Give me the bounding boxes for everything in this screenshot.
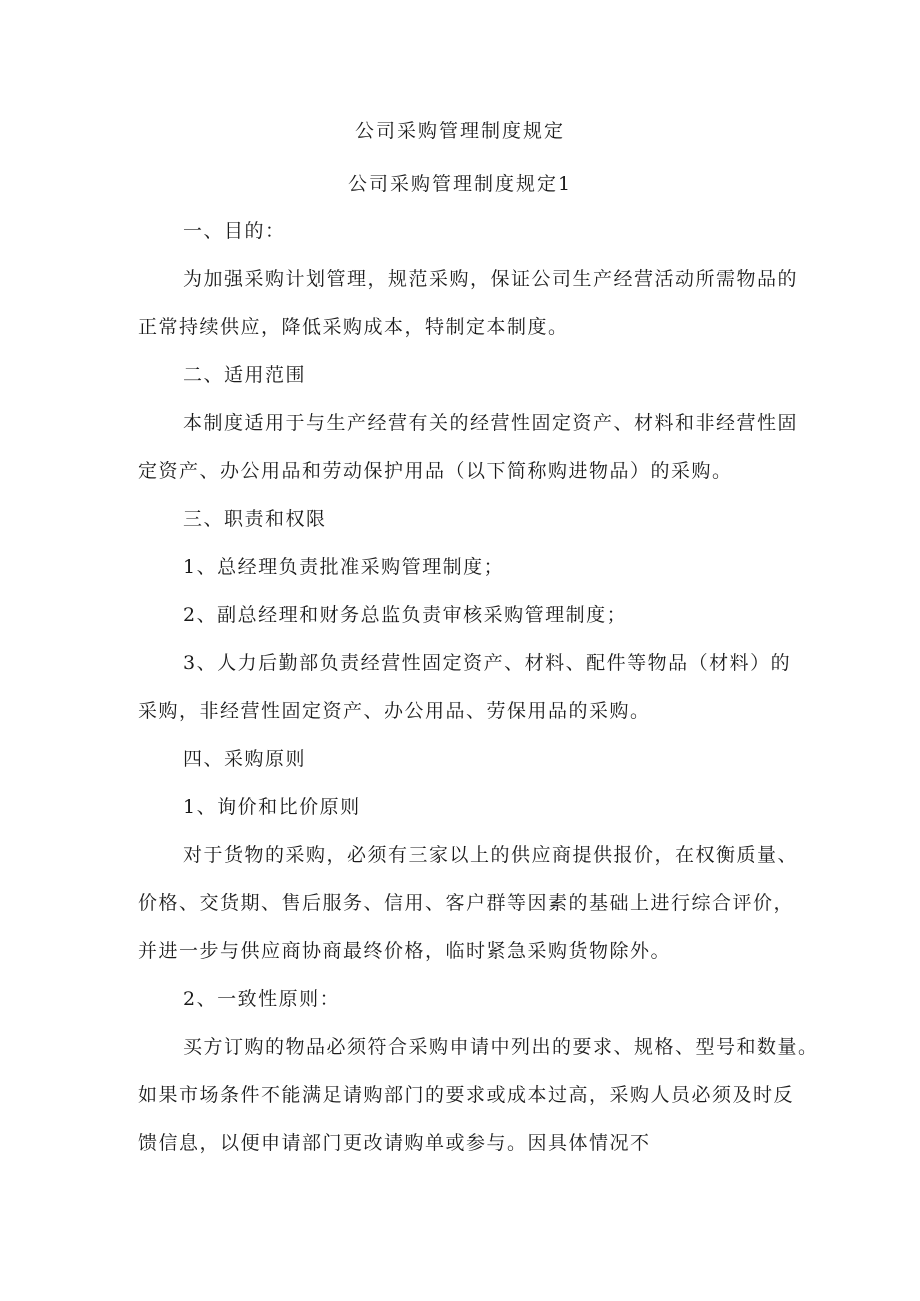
section-heading-principles: 四、采购原则 [183, 748, 307, 770]
paragraph-line: 如果市场条件不能满足请购部门的要求或成本过高，采购人员必须及时反 [138, 1084, 795, 1106]
paragraph-line: 并进一步与供应商协商最终价格，临时紧急采购货物除外。 [138, 940, 672, 962]
paragraph-line: 价格、交货期、售后服务、信用、客户群等因素的基础上进行综合评价， [138, 892, 795, 914]
subsection-heading: 1、询价和比价原则 [183, 796, 361, 818]
paragraph-line: 定资产、办公用品和劳动保护用品（以下简称购进物品）的采购。 [138, 460, 733, 482]
subsection-heading: 2、一致性原则： [183, 988, 341, 1010]
paragraph-line: 为加强采购计划管理，规范采购，保证公司生产经营活动所需物品的 [183, 268, 799, 290]
document-title: 公司采购管理制度规定 [354, 120, 565, 142]
section-heading-scope: 二、适用范围 [183, 364, 307, 386]
list-item: 3、人力后勤部负责经营性固定资产、材料、配件等物品（材料）的 [183, 652, 792, 674]
paragraph-line: 正常持续供应，降低采购成本，特制定本制度。 [138, 316, 569, 338]
list-item: 1、总经理负责批准采购管理制度； [183, 556, 505, 578]
paragraph-line: 对于货物的采购，必须有三家以上的供应商提供报价，在权衡质量、 [183, 844, 799, 866]
paragraph-line: 本制度适用于与生产经营有关的经营性固定资产、材料和非经营性固 [183, 412, 799, 434]
document-subtitle: 公司采购管理制度规定1 [347, 173, 573, 195]
paragraph-line: 馈信息，以便申请部门更改请购单或参与。因具体情况不 [138, 1132, 651, 1154]
section-heading-purpose: 一、目的： [183, 220, 286, 242]
section-heading-responsibilities: 三、职责和权限 [183, 508, 327, 530]
paragraph-line: 买方订购的物品必须符合采购申请中列出的要求、规格、型号和数量。 [183, 1036, 819, 1058]
paragraph-line: 采购，非经营性固定资产、办公用品、劳保用品的采购。 [138, 700, 651, 722]
list-item: 2、副总经理和财务总监负责审核采购管理制度； [183, 604, 628, 626]
